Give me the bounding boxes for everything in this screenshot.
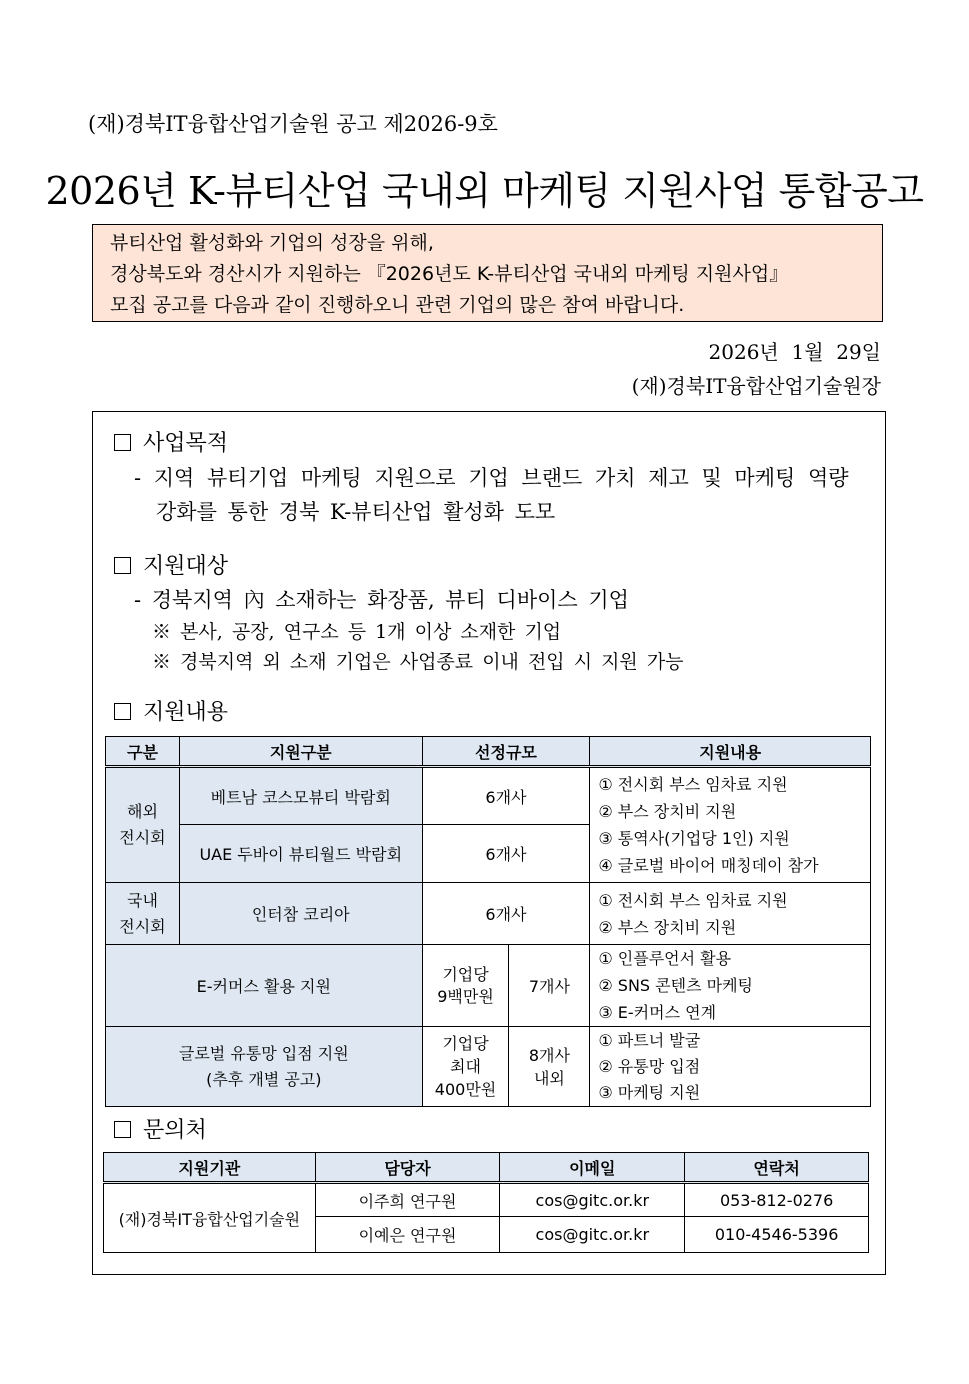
intro-line: 모집 공고를 다음과 같이 진행하오니 관련 기업의 많은 참여 바랍니다.: [110, 294, 685, 316]
checkbox-square-icon: [114, 557, 131, 574]
section-heading-target: [114, 549, 228, 580]
item: ② 부스 장치비 지원: [598, 917, 737, 937]
col-header: 지원구분: [179, 737, 422, 767]
item: ① 인플루언서 활용: [598, 949, 732, 968]
section-heading-contact: [114, 1113, 207, 1144]
section-title: 문의처: [143, 1118, 207, 1143]
program-scale: 6개사: [422, 767, 590, 825]
program-items: [590, 767, 871, 883]
program-name: 글로벌 유통망 입점 지원 (추후 개별 공고): [106, 1027, 423, 1107]
program-name: UAE 두바이 뷰티월드 박람회: [179, 825, 422, 883]
item: ③ E-커머스 연계: [598, 1003, 717, 1022]
col-header: 연락처: [685, 1153, 869, 1183]
section-title: 사업목적: [143, 431, 229, 456]
program-name: 베트남 코스모뷰티 박람회: [179, 767, 422, 825]
contact-org: (재)경북IT융합산업기술원: [104, 1183, 316, 1253]
item: ③ 마케팅 지원: [598, 1082, 701, 1102]
support-table: [105, 736, 871, 1107]
program-budget: 기업당 최대 400만원: [422, 1027, 509, 1107]
item: ④ 글로벌 바이어 매칭데이 참가: [598, 856, 819, 875]
program-name: 인터참 코리아: [179, 883, 422, 945]
contact-phone: 010-4546-5396: [685, 1217, 869, 1253]
target-note-2: ※ 경북지역 외 소재 기업은 사업종료 이내 전입 시 지원 가능: [152, 651, 684, 673]
col-header: 지원내용: [590, 737, 871, 767]
checkbox-square-icon: [114, 703, 131, 720]
col-header: 담당자: [315, 1153, 500, 1183]
purpose-line-2: 강화를 통한 경북 K-뷰티산업 활성화 도모: [156, 500, 556, 524]
item: ① 전시회 부스 임차료 지원: [598, 775, 788, 794]
item: ① 전시회 부스 임차료 지원: [598, 890, 788, 910]
item: ③ 통역사(기업당 1인) 지원: [598, 829, 790, 848]
item: ② SNS 콘텐츠 마케팅: [598, 976, 753, 995]
contact-person: 이주희 연구원: [315, 1183, 500, 1217]
page-title: 2026년 K-뷰티산업 국내외 마케팅 지원사업 통합공고: [45, 169, 924, 213]
item: ② 부스 장치비 지원: [598, 802, 737, 821]
issuer: (재)경북IT융합산업기술원장: [631, 374, 881, 398]
program-budget: 기업당 9백만원: [422, 945, 509, 1027]
intro-line: 뷰티산업 활성화와 기업의 성장을 위해,: [110, 232, 434, 254]
section-heading-purpose: [114, 426, 228, 457]
col-header: 지원기관: [104, 1153, 316, 1183]
notice-number: (재)경북IT융합산업기술원 공고 제2026-9호: [88, 112, 498, 136]
target-note-1: ※ 본사, 공장, 연구소 등 1개 이상 소재한 기업: [152, 621, 562, 643]
item: ② 유통망 입점: [598, 1056, 701, 1076]
contact-email[interactable]: cos@gitc.or.kr: [500, 1217, 685, 1253]
notice-date: 2026년 1월 29일: [708, 340, 881, 364]
program-scale: 6개사: [422, 883, 590, 945]
contact-email[interactable]: cos@gitc.or.kr: [500, 1183, 685, 1217]
program-scale: 6개사: [422, 825, 590, 883]
contact-phone: 053-812-0276: [685, 1183, 869, 1217]
program-items: [590, 883, 871, 945]
col-header: 이메일: [500, 1153, 685, 1183]
program-scale: 7개사: [509, 945, 590, 1027]
program-items: [590, 1027, 871, 1107]
contact-table: [103, 1152, 869, 1253]
contact-person: 이예은 연구원: [315, 1217, 500, 1253]
section-heading-content: [114, 695, 228, 726]
target-line-1: - 경북지역 內 소재하는 화장품, 뷰티 디바이스 기업: [134, 588, 629, 612]
checkbox-square-icon: [114, 1121, 131, 1138]
section-title: 지원내용: [143, 700, 229, 725]
intro-box: [92, 224, 883, 322]
item: ① 파트너 발굴: [598, 1030, 701, 1050]
col-header: 구분: [106, 737, 180, 767]
col-header: 선정규모: [422, 737, 590, 767]
purpose-line-1: - 지역 뷰티기업 마케팅 지원으로 기업 브랜드 가치 제고 및 마케팅 역량: [134, 466, 849, 490]
program-scale: 8개사 내외: [509, 1027, 590, 1107]
section-title: 지원대상: [143, 554, 229, 579]
intro-line: 경상북도와 경산시가 지원하는 『2026년도 K-뷰티산업 국내외 마케팅 지원사업』: [110, 263, 789, 285]
category-overseas: 해외 전시회: [106, 767, 180, 883]
category-domestic: 국내 전시회: [106, 883, 180, 945]
checkbox-square-icon: [114, 434, 131, 451]
program-name: E-커머스 활용 지원: [106, 945, 423, 1027]
program-items: [590, 945, 871, 1027]
